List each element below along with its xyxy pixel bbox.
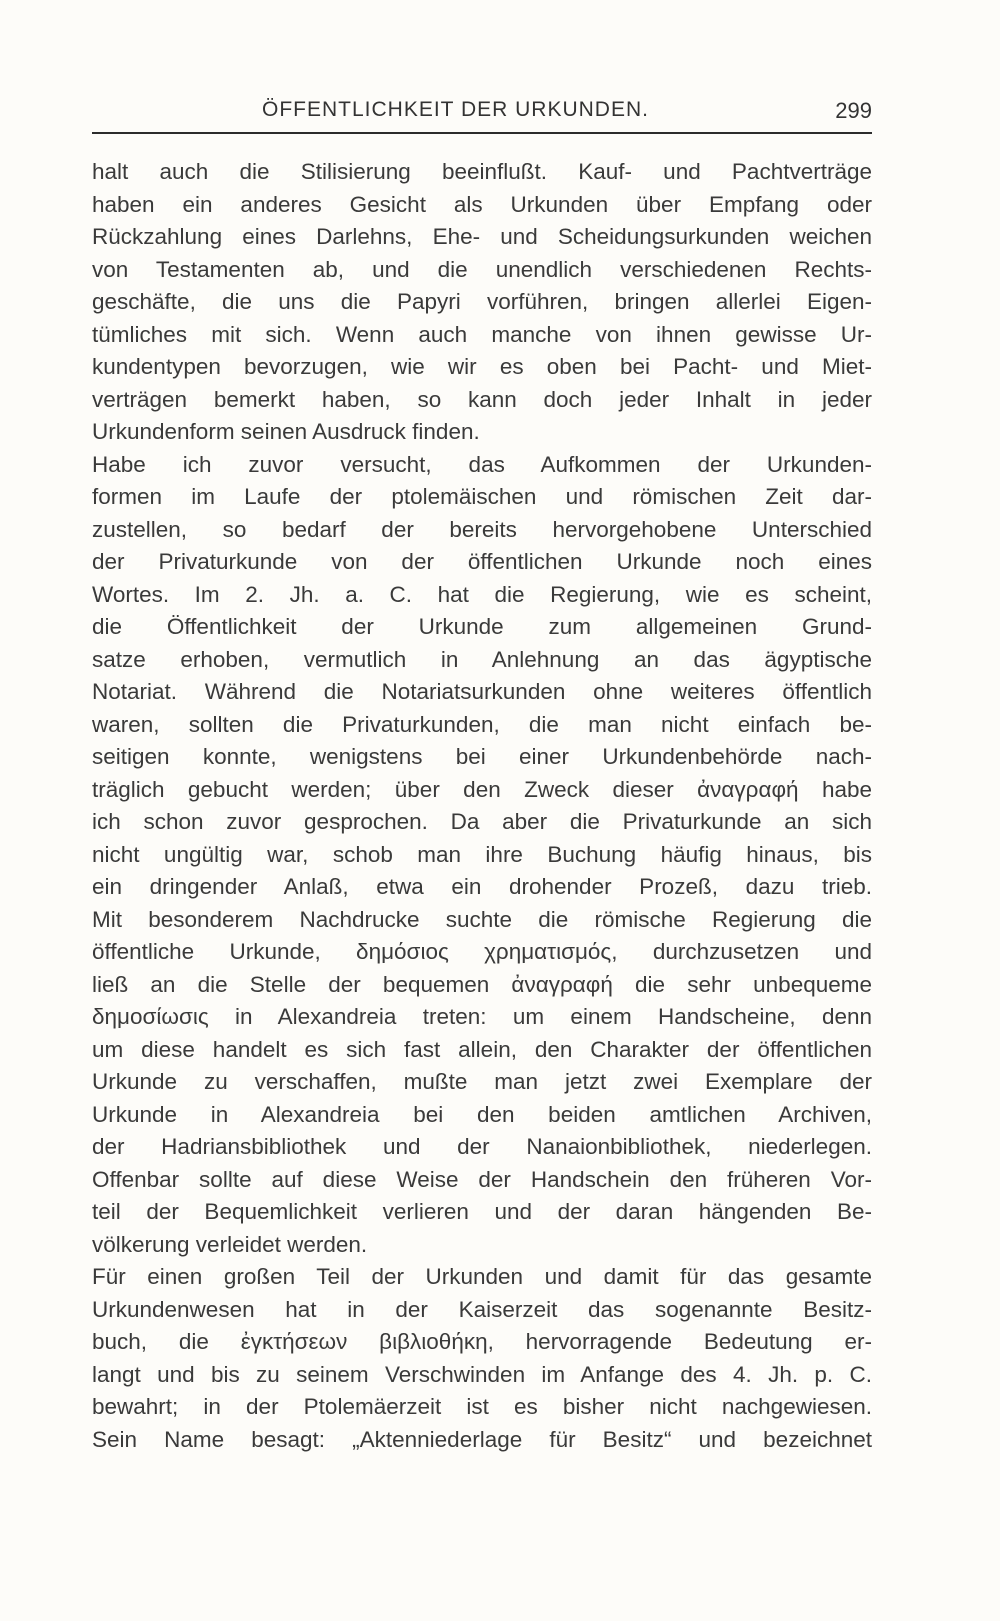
text-line: träglich gebucht werden; über den Zweck dieser ἀναγραφή habe [92,776,872,802]
page-number: 299 [835,98,872,123]
text-line: halt auch die Stilisierung beeinflußt. Kauf- und Pachtverträge [92,159,872,184]
text-line: geschäfte, die uns die Papyri vorführen, bringen allerlei Eigen- [92,289,872,314]
text-line: von Testamenten ab, und die unendlich verschiedenen Rechts- [92,256,872,282]
text-line: Urkunde in Alexandreia bei den beiden amtlichen Archiven, [92,1101,872,1127]
text-line: öffentliche Urkunde, δημόσιος χρηματισμός, durchzusetzen und [92,939,872,964]
text-line: Rückzahlung eines Darlehns, Ehe- und Scheidungsurkunden weichen [92,224,872,249]
text-line: ließ an die Stelle der bequemen ἀναγραφή die sehr unbequeme [92,971,872,997]
text-line: formen im Laufe der ptolemäischen und römischen Zeit dar- [92,484,872,509]
text-line: der Hadriansbibliothek und der Nanaionbibliothek, niederlegen. [92,1134,872,1159]
text-line: ein dringender Anlaß, etwa ein drohender Prozeß, dazu trieb. [92,874,872,899]
text-line: Habe ich zuvor versucht, das Aufkommen der Urkunden- [92,451,872,477]
text-line: Sein Name besagt: „Aktenniederlage für Besitz“ und bezeichnet [92,1426,872,1452]
text-line: verträgen bemerkt haben, so kann doch jeder Inhalt in jeder [92,386,872,412]
text-line: Mit besonderem Nachdrucke suchte die römische Regierung die [92,906,872,932]
text-line: tümliches mit sich. Wenn auch manche von ihnen gewisse Ur- [92,321,872,347]
page-header [92,98,872,134]
text-line: nicht ungültig war, schob man ihre Buchung häufig hinaus, bis [92,841,872,867]
text-line: langt und bis zu seinem Verschwinden im Anfange des 4. Jh. p. C. [92,1361,872,1387]
text-line: seitigen konnte, wenigstens bei einer Urkundenbehörde nach- [92,744,872,769]
text-line: um diese handelt es sich fast allein, den Charakter der öffentlichen [92,1036,872,1062]
text-line: ich schon zuvor gesprochen. Da aber die Privaturkunde an sich [92,809,872,834]
text-line: kundentypen bevorzugen, wie wir es oben bei Pacht- und Miet- [92,354,872,379]
text-line: teil der Bequemlichkeit verlieren und der daran hängenden Be- [92,1199,872,1224]
text-line: Urkunde zu verschaffen, mußte man jetzt zwei Exemplare der [92,1069,872,1094]
running-head: ÖFFENTLICHKEIT DER URKUNDEN. [262,98,649,121]
text-line: Urkundenwesen hat in der Kaiserzeit das sogenannte Besitz- [92,1296,872,1322]
text-line: buch, die ἐγκτήσεων βιβλιοθήκη, hervorragende Bedeutung er- [92,1329,872,1354]
text-line: Offenbar sollte auf diese Weise der Handschein den früheren Vor- [92,1166,872,1192]
text-line: Notariat. Während die Notariatsurkunden ohne weiteres öffentlich [92,679,872,704]
text-line: haben ein anderes Gesicht als Urkunden über Empfang oder [92,191,872,217]
text-line: Urkundenform seinen Ausdruck finden. [92,419,480,444]
text-line: δημοσίωσις in Alexandreia treten: um einem Handscheine, denn [92,1004,872,1029]
text-line: der Privaturkunde von der öffentlichen Urkunde noch eines [92,549,872,574]
text-line: bewahrt; in der Ptolemäerzeit ist es bisher nicht nachgewiesen. [92,1394,872,1419]
text-line: Wortes. Im 2. Jh. a. C. hat die Regierung, wie es scheint, [92,581,872,607]
body-text [92,156,872,1456]
text-line: satze erhoben, vermutlich in Anlehnung an das ägyptische [92,646,872,672]
text-line: waren, sollten die Privaturkunden, die man nicht einfach be- [92,711,872,737]
text-line: völkerung verleidet werden. [92,1231,368,1257]
text-line: die Öffentlichkeit der Urkunde zum allgemeinen Grund- [92,614,872,639]
text-line: zustellen, so bedarf der bereits hervorgehobene Unterschied [92,516,872,542]
text-line: Für einen großen Teil der Urkunden und damit für das gesamte [92,1264,872,1289]
